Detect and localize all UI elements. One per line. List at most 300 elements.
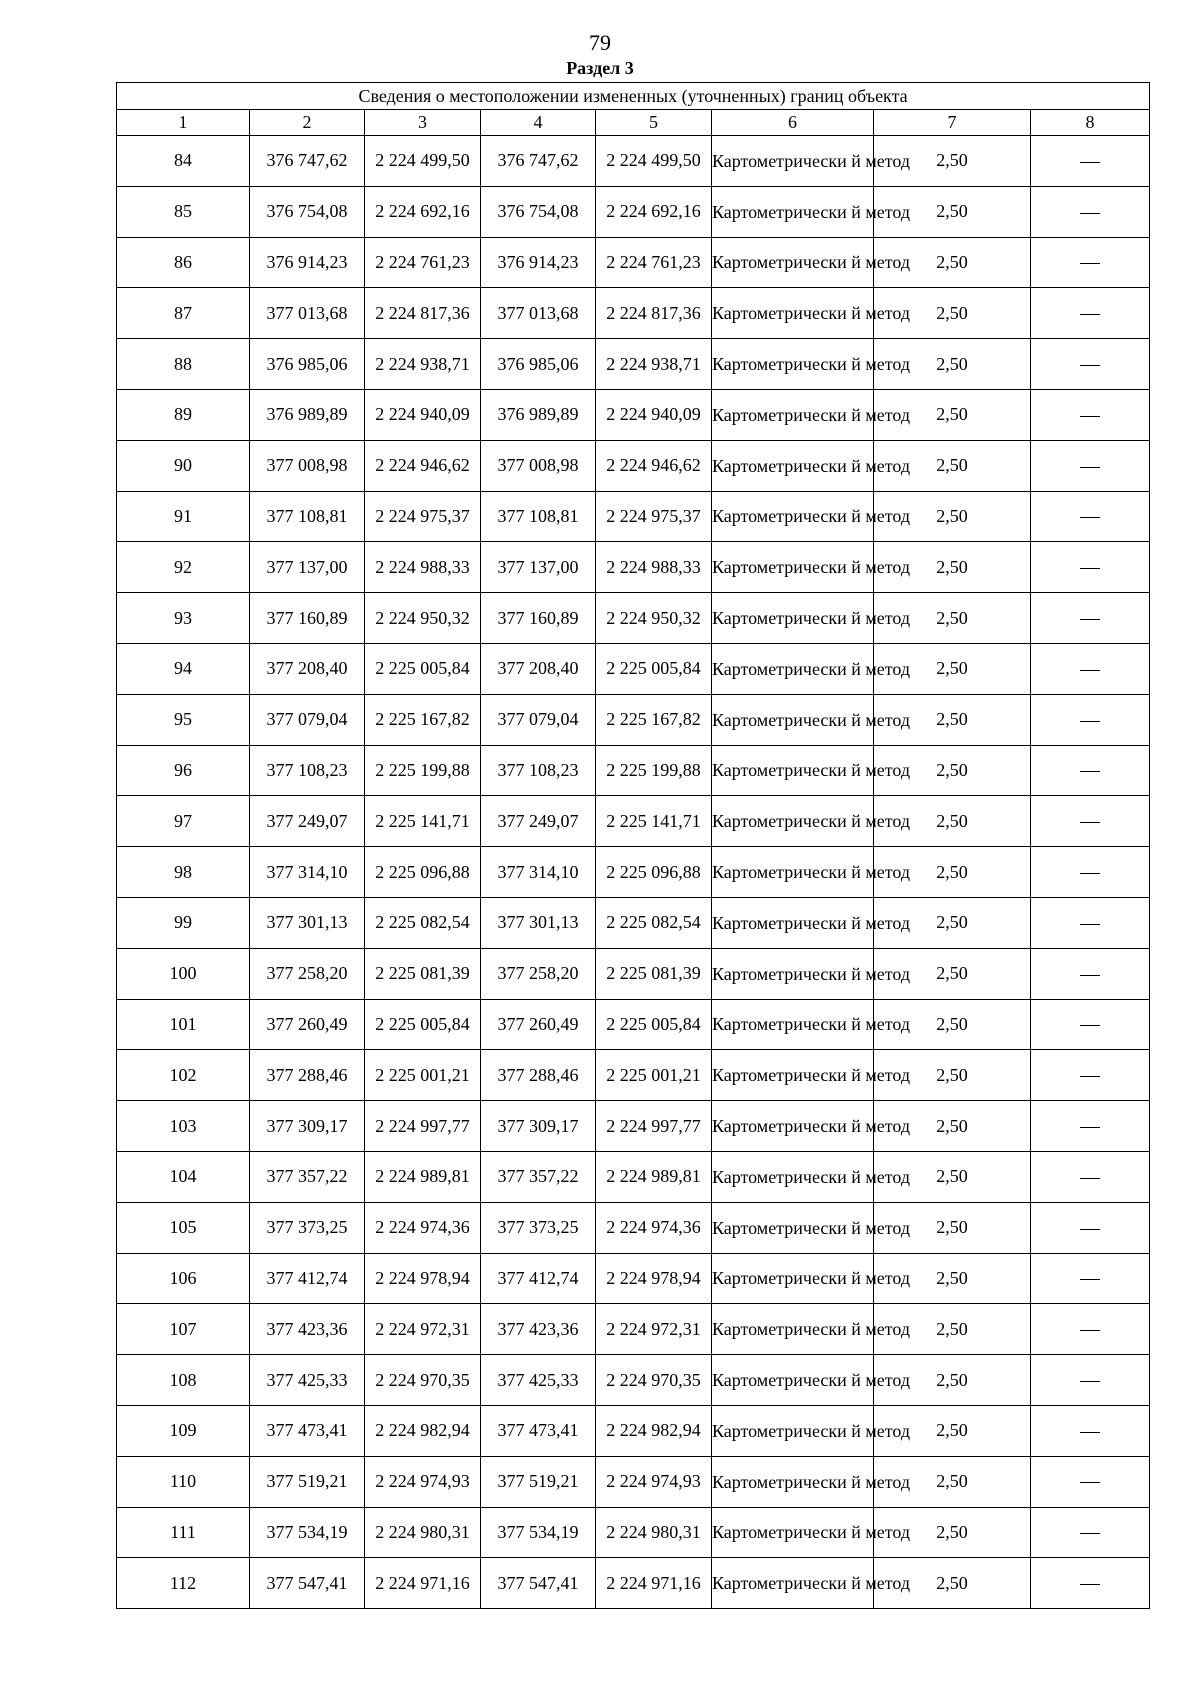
accuracy-cell: 2,50 — [874, 643, 1031, 694]
y-coordinate-cell: 2 225 141,71 — [365, 796, 481, 847]
dash-mark — [1080, 721, 1100, 722]
dash-mark — [1080, 314, 1100, 315]
y-coordinate-cell: 2 224 974,36 — [365, 1202, 481, 1253]
x-coordinate-cell: 377 258,20 — [481, 948, 596, 999]
method-cell: Картометрически й метод — [712, 491, 874, 542]
y-coordinate-cell: 2 224 974,36 — [596, 1202, 712, 1253]
method-cell: Картометрически й метод — [712, 1101, 874, 1152]
dash-mark — [1080, 771, 1100, 772]
method-cell: Картометрически й метод — [712, 389, 874, 440]
method-cell: Картометрически й метод — [712, 136, 874, 187]
y-coordinate-cell: 2 225 005,84 — [596, 643, 712, 694]
table-row — [117, 1202, 1150, 1253]
method-cell: Картометрически й метод — [712, 1202, 874, 1253]
table-row — [117, 897, 1150, 948]
x-coordinate-cell: 377 249,07 — [481, 796, 596, 847]
point-number-cell: 104 — [117, 1151, 250, 1202]
y-coordinate-cell: 2 225 167,82 — [365, 694, 481, 745]
accuracy-cell: 2,50 — [874, 440, 1031, 491]
empty-value-cell — [1031, 1405, 1150, 1456]
y-coordinate-cell: 2 224 978,94 — [365, 1253, 481, 1304]
x-coordinate-cell: 377 288,46 — [481, 1050, 596, 1101]
y-coordinate-cell: 2 224 982,94 — [365, 1405, 481, 1456]
dash-mark — [1080, 416, 1100, 417]
accuracy-cell: 2,50 — [874, 593, 1031, 644]
x-coordinate-cell: 376 985,06 — [250, 339, 365, 390]
accuracy-cell: 2,50 — [874, 796, 1031, 847]
accuracy-cell: 2,50 — [874, 288, 1031, 339]
point-number-cell: 112 — [117, 1558, 250, 1609]
point-number-cell: 91 — [117, 491, 250, 542]
x-coordinate-cell: 377 314,10 — [250, 847, 365, 898]
point-number-cell: 96 — [117, 745, 250, 796]
y-coordinate-cell: 2 224 980,31 — [596, 1507, 712, 1558]
empty-value-cell — [1031, 694, 1150, 745]
table-caption: Сведения о местоположении измененных (уточненных) границ объекта — [117, 83, 1150, 110]
dash-mark — [1080, 1279, 1100, 1280]
y-coordinate-cell: 2 224 974,93 — [596, 1456, 712, 1507]
x-coordinate-cell: 376 914,23 — [481, 237, 596, 288]
point-number-cell: 89 — [117, 389, 250, 440]
column-header: 7 — [874, 110, 1031, 136]
y-coordinate-cell: 2 224 817,36 — [596, 288, 712, 339]
accuracy-cell: 2,50 — [874, 694, 1031, 745]
method-cell: Картометрически й метод — [712, 288, 874, 339]
table-row — [117, 643, 1150, 694]
x-coordinate-cell: 377 423,36 — [250, 1304, 365, 1355]
y-coordinate-cell: 2 224 940,09 — [365, 389, 481, 440]
x-coordinate-cell: 377 373,25 — [250, 1202, 365, 1253]
method-cell: Картометрически й метод — [712, 745, 874, 796]
accuracy-cell: 2,50 — [874, 542, 1031, 593]
table-row — [117, 1050, 1150, 1101]
method-cell: Картометрически й метод — [712, 796, 874, 847]
method-cell: Картометрически й метод — [712, 643, 874, 694]
empty-value-cell — [1031, 339, 1150, 390]
y-coordinate-cell: 2 225 199,88 — [365, 745, 481, 796]
x-coordinate-cell: 377 079,04 — [250, 694, 365, 745]
column-header: 4 — [481, 110, 596, 136]
x-coordinate-cell: 377 208,40 — [250, 643, 365, 694]
x-coordinate-cell: 377 260,49 — [250, 999, 365, 1050]
table-row — [117, 542, 1150, 593]
coordinates-table — [116, 82, 1150, 1609]
table-row — [117, 1151, 1150, 1202]
point-number-cell: 99 — [117, 897, 250, 948]
x-coordinate-cell: 377 373,25 — [481, 1202, 596, 1253]
y-coordinate-cell: 2 224 989,81 — [596, 1151, 712, 1202]
point-number-cell: 103 — [117, 1101, 250, 1152]
y-coordinate-cell: 2 225 005,84 — [365, 999, 481, 1050]
accuracy-cell: 2,50 — [874, 1507, 1031, 1558]
x-coordinate-cell: 377 008,98 — [481, 440, 596, 491]
method-cell: Картометрически й метод — [712, 1405, 874, 1456]
table-row — [117, 847, 1150, 898]
y-coordinate-cell: 2 225 082,54 — [365, 897, 481, 948]
y-coordinate-cell: 2 224 972,31 — [365, 1304, 481, 1355]
method-cell: Картометрически й метод — [712, 847, 874, 898]
empty-value-cell — [1031, 1151, 1150, 1202]
table-row — [117, 389, 1150, 440]
dash-mark — [1080, 822, 1100, 823]
method-cell: Картометрически й метод — [712, 694, 874, 745]
table-row — [117, 1456, 1150, 1507]
table-row — [117, 1558, 1150, 1609]
empty-value-cell — [1031, 593, 1150, 644]
y-coordinate-cell: 2 224 761,23 — [365, 237, 481, 288]
dash-mark — [1080, 670, 1100, 671]
empty-value-cell — [1031, 1050, 1150, 1101]
y-coordinate-cell: 2 224 988,33 — [596, 542, 712, 593]
y-coordinate-cell: 2 224 499,50 — [596, 136, 712, 187]
x-coordinate-cell: 376 754,08 — [250, 186, 365, 237]
y-coordinate-cell: 2 224 970,35 — [596, 1355, 712, 1406]
method-cell: Картометрически й метод — [712, 440, 874, 491]
point-number-cell: 98 — [117, 847, 250, 898]
dash-mark — [1080, 162, 1100, 163]
accuracy-cell: 2,50 — [874, 491, 1031, 542]
accuracy-cell: 2,50 — [874, 237, 1031, 288]
x-coordinate-cell: 376 985,06 — [481, 339, 596, 390]
column-header: 5 — [596, 110, 712, 136]
accuracy-cell: 2,50 — [874, 1151, 1031, 1202]
dash-mark — [1080, 1330, 1100, 1331]
empty-value-cell — [1031, 1558, 1150, 1609]
x-coordinate-cell: 377 008,98 — [250, 440, 365, 491]
y-coordinate-cell: 2 224 499,50 — [365, 136, 481, 187]
method-cell: Картометрически й метод — [712, 948, 874, 999]
y-coordinate-cell: 2 224 975,37 — [365, 491, 481, 542]
x-coordinate-cell: 377 013,68 — [250, 288, 365, 339]
x-coordinate-cell: 376 989,89 — [250, 389, 365, 440]
y-coordinate-cell: 2 224 817,36 — [365, 288, 481, 339]
accuracy-cell: 2,50 — [874, 1405, 1031, 1456]
y-coordinate-cell: 2 225 001,21 — [365, 1050, 481, 1101]
x-coordinate-cell: 377 473,41 — [481, 1405, 596, 1456]
empty-value-cell — [1031, 1101, 1150, 1152]
y-coordinate-cell: 2 225 167,82 — [596, 694, 712, 745]
dash-mark — [1080, 1432, 1100, 1433]
point-number-cell: 97 — [117, 796, 250, 847]
dash-mark — [1080, 1381, 1100, 1382]
accuracy-cell: 2,50 — [874, 999, 1031, 1050]
table-row — [117, 237, 1150, 288]
point-number-cell: 94 — [117, 643, 250, 694]
dash-mark — [1080, 213, 1100, 214]
x-coordinate-cell: 377 249,07 — [250, 796, 365, 847]
y-coordinate-cell: 2 224 975,37 — [596, 491, 712, 542]
table-row — [117, 694, 1150, 745]
empty-value-cell — [1031, 1355, 1150, 1406]
table-row — [117, 491, 1150, 542]
y-coordinate-cell: 2 224 692,16 — [596, 186, 712, 237]
y-coordinate-cell: 2 224 938,71 — [365, 339, 481, 390]
x-coordinate-cell: 377 137,00 — [250, 542, 365, 593]
method-cell: Картометрически й метод — [712, 186, 874, 237]
y-coordinate-cell: 2 224 946,62 — [365, 440, 481, 491]
y-coordinate-cell: 2 224 972,31 — [596, 1304, 712, 1355]
x-coordinate-cell: 377 534,19 — [250, 1507, 365, 1558]
x-coordinate-cell: 377 260,49 — [481, 999, 596, 1050]
point-number-cell: 85 — [117, 186, 250, 237]
method-cell: Картометрически й метод — [712, 1456, 874, 1507]
x-coordinate-cell: 376 754,08 — [481, 186, 596, 237]
table-row — [117, 1405, 1150, 1456]
table-row — [117, 1253, 1150, 1304]
method-cell: Картометрически й метод — [712, 897, 874, 948]
y-coordinate-cell: 2 224 971,16 — [365, 1558, 481, 1609]
y-coordinate-cell: 2 224 974,93 — [365, 1456, 481, 1507]
point-number-cell: 93 — [117, 593, 250, 644]
y-coordinate-cell: 2 225 096,88 — [596, 847, 712, 898]
y-coordinate-cell: 2 224 971,16 — [596, 1558, 712, 1609]
accuracy-cell: 2,50 — [874, 1202, 1031, 1253]
x-coordinate-cell: 377 314,10 — [481, 847, 596, 898]
method-cell: Картометрически й метод — [712, 1304, 874, 1355]
accuracy-cell: 2,50 — [874, 1050, 1031, 1101]
dash-mark — [1080, 1229, 1100, 1230]
empty-value-cell — [1031, 440, 1150, 491]
y-coordinate-cell: 2 224 997,77 — [365, 1101, 481, 1152]
point-number-cell: 86 — [117, 237, 250, 288]
x-coordinate-cell: 377 108,23 — [250, 745, 365, 796]
x-coordinate-cell: 377 534,19 — [481, 1507, 596, 1558]
y-coordinate-cell: 2 224 978,94 — [596, 1253, 712, 1304]
table-row — [117, 1101, 1150, 1152]
x-coordinate-cell: 377 301,13 — [481, 897, 596, 948]
point-number-cell: 101 — [117, 999, 250, 1050]
table-row — [117, 1304, 1150, 1355]
x-coordinate-cell: 377 423,36 — [481, 1304, 596, 1355]
x-coordinate-cell: 377 013,68 — [481, 288, 596, 339]
point-number-cell: 92 — [117, 542, 250, 593]
point-number-cell: 111 — [117, 1507, 250, 1558]
x-coordinate-cell: 377 412,74 — [481, 1253, 596, 1304]
x-coordinate-cell: 377 108,81 — [250, 491, 365, 542]
dash-mark — [1080, 924, 1100, 925]
x-coordinate-cell: 376 914,23 — [250, 237, 365, 288]
y-coordinate-cell: 2 224 940,09 — [596, 389, 712, 440]
y-coordinate-cell: 2 224 946,62 — [596, 440, 712, 491]
accuracy-cell: 2,50 — [874, 1355, 1031, 1406]
dash-mark — [1080, 1533, 1100, 1534]
point-number-cell: 108 — [117, 1355, 250, 1406]
method-cell: Картометрически й метод — [712, 542, 874, 593]
empty-value-cell — [1031, 1456, 1150, 1507]
column-header: 6 — [712, 110, 874, 136]
method-cell: Картометрически й метод — [712, 1253, 874, 1304]
x-coordinate-cell: 377 309,17 — [481, 1101, 596, 1152]
dash-mark — [1080, 467, 1100, 468]
x-coordinate-cell: 377 208,40 — [481, 643, 596, 694]
y-coordinate-cell: 2 224 988,33 — [365, 542, 481, 593]
x-coordinate-cell: 377 357,22 — [481, 1151, 596, 1202]
point-number-cell: 110 — [117, 1456, 250, 1507]
table-row — [117, 339, 1150, 390]
method-cell: Картометрически й метод — [712, 999, 874, 1050]
accuracy-cell: 2,50 — [874, 897, 1031, 948]
y-coordinate-cell: 2 225 005,84 — [596, 999, 712, 1050]
point-number-cell: 102 — [117, 1050, 250, 1101]
point-number-cell: 109 — [117, 1405, 250, 1456]
empty-value-cell — [1031, 1507, 1150, 1558]
method-cell: Картометрически й метод — [712, 1050, 874, 1101]
empty-value-cell — [1031, 389, 1150, 440]
section-title: Раздел 3 — [566, 58, 634, 78]
y-coordinate-cell: 2 225 081,39 — [596, 948, 712, 999]
column-header: 3 — [365, 110, 481, 136]
x-coordinate-cell: 377 412,74 — [250, 1253, 365, 1304]
x-coordinate-cell: 377 425,33 — [481, 1355, 596, 1406]
y-coordinate-cell: 2 224 761,23 — [596, 237, 712, 288]
column-header: 2 — [250, 110, 365, 136]
dash-mark — [1080, 1127, 1100, 1128]
point-number-cell: 90 — [117, 440, 250, 491]
y-coordinate-cell: 2 224 938,71 — [596, 339, 712, 390]
empty-value-cell — [1031, 847, 1150, 898]
dash-mark — [1080, 263, 1100, 264]
x-coordinate-cell: 377 547,41 — [481, 1558, 596, 1609]
empty-value-cell — [1031, 745, 1150, 796]
y-coordinate-cell: 2 225 082,54 — [596, 897, 712, 948]
empty-value-cell — [1031, 897, 1150, 948]
y-coordinate-cell: 2 224 950,32 — [596, 593, 712, 644]
empty-value-cell — [1031, 491, 1150, 542]
method-cell: Картометрически й метод — [712, 1558, 874, 1609]
y-coordinate-cell: 2 224 950,32 — [365, 593, 481, 644]
empty-value-cell — [1031, 1304, 1150, 1355]
x-coordinate-cell: 377 160,89 — [481, 593, 596, 644]
x-coordinate-cell: 377 108,81 — [481, 491, 596, 542]
table-row — [117, 1355, 1150, 1406]
accuracy-cell: 2,50 — [874, 1253, 1031, 1304]
x-coordinate-cell: 377 108,23 — [481, 745, 596, 796]
accuracy-cell: 2,50 — [874, 847, 1031, 898]
empty-value-cell — [1031, 288, 1150, 339]
method-cell: Картометрически й метод — [712, 1355, 874, 1406]
empty-value-cell — [1031, 1253, 1150, 1304]
accuracy-cell: 2,50 — [874, 1101, 1031, 1152]
method-cell: Картометрически й метод — [712, 1507, 874, 1558]
dash-mark — [1080, 568, 1100, 569]
method-cell: Картометрически й метод — [712, 237, 874, 288]
dash-mark — [1080, 1025, 1100, 1026]
page-number: 79 — [589, 30, 611, 55]
y-coordinate-cell: 2 224 980,31 — [365, 1507, 481, 1558]
point-number-cell: 105 — [117, 1202, 250, 1253]
x-coordinate-cell: 377 357,22 — [250, 1151, 365, 1202]
dash-mark — [1080, 873, 1100, 874]
x-coordinate-cell: 376 989,89 — [481, 389, 596, 440]
dash-mark — [1080, 1178, 1100, 1179]
y-coordinate-cell: 2 224 692,16 — [365, 186, 481, 237]
empty-value-cell — [1031, 237, 1150, 288]
empty-value-cell — [1031, 136, 1150, 187]
x-coordinate-cell: 377 547,41 — [250, 1558, 365, 1609]
point-number-cell: 87 — [117, 288, 250, 339]
table-row — [117, 136, 1150, 187]
point-number-cell: 100 — [117, 948, 250, 999]
x-coordinate-cell: 377 079,04 — [481, 694, 596, 745]
table-row — [117, 1507, 1150, 1558]
y-coordinate-cell: 2 224 982,94 — [596, 1405, 712, 1456]
dash-mark — [1080, 1482, 1100, 1483]
x-coordinate-cell: 376 747,62 — [250, 136, 365, 187]
accuracy-cell: 2,50 — [874, 948, 1031, 999]
table-row — [117, 745, 1150, 796]
y-coordinate-cell: 2 224 989,81 — [365, 1151, 481, 1202]
x-coordinate-cell: 377 519,21 — [481, 1456, 596, 1507]
accuracy-cell: 2,50 — [874, 339, 1031, 390]
empty-value-cell — [1031, 1202, 1150, 1253]
accuracy-cell: 2,50 — [874, 136, 1031, 187]
dash-mark — [1080, 365, 1100, 366]
x-coordinate-cell: 377 258,20 — [250, 948, 365, 999]
accuracy-cell: 2,50 — [874, 389, 1031, 440]
x-coordinate-cell: 377 425,33 — [250, 1355, 365, 1406]
y-coordinate-cell: 2 225 081,39 — [365, 948, 481, 999]
accuracy-cell: 2,50 — [874, 1456, 1031, 1507]
y-coordinate-cell: 2 225 001,21 — [596, 1050, 712, 1101]
column-header: 8 — [1031, 110, 1150, 136]
table-row — [117, 593, 1150, 644]
x-coordinate-cell: 377 137,00 — [481, 542, 596, 593]
y-coordinate-cell: 2 224 970,35 — [365, 1355, 481, 1406]
table-caption-row — [117, 83, 1150, 110]
point-number-cell: 107 — [117, 1304, 250, 1355]
x-coordinate-cell: 377 301,13 — [250, 897, 365, 948]
empty-value-cell — [1031, 542, 1150, 593]
table-row — [117, 440, 1150, 491]
table-row — [117, 288, 1150, 339]
point-number-cell: 95 — [117, 694, 250, 745]
y-coordinate-cell: 2 225 005,84 — [365, 643, 481, 694]
method-cell: Картометрически й метод — [712, 1151, 874, 1202]
table-body — [117, 136, 1150, 1609]
accuracy-cell: 2,50 — [874, 186, 1031, 237]
x-coordinate-cell: 377 473,41 — [250, 1405, 365, 1456]
empty-value-cell — [1031, 186, 1150, 237]
point-number-cell: 106 — [117, 1253, 250, 1304]
x-coordinate-cell: 376 747,62 — [481, 136, 596, 187]
table-row — [117, 186, 1150, 237]
empty-value-cell — [1031, 948, 1150, 999]
y-coordinate-cell: 2 225 096,88 — [365, 847, 481, 898]
table-row — [117, 796, 1150, 847]
accuracy-cell: 2,50 — [874, 1304, 1031, 1355]
x-coordinate-cell: 377 309,17 — [250, 1101, 365, 1152]
method-cell: Картометрически й метод — [712, 593, 874, 644]
y-coordinate-cell: 2 224 997,77 — [596, 1101, 712, 1152]
empty-value-cell — [1031, 643, 1150, 694]
table-row — [117, 999, 1150, 1050]
y-coordinate-cell: 2 225 199,88 — [596, 745, 712, 796]
dash-mark — [1080, 1076, 1100, 1077]
dash-mark — [1080, 1584, 1100, 1585]
point-number-cell: 88 — [117, 339, 250, 390]
dash-mark — [1080, 517, 1100, 518]
dash-mark — [1080, 619, 1100, 620]
accuracy-cell: 2,50 — [874, 745, 1031, 796]
accuracy-cell: 2,50 — [874, 1558, 1031, 1609]
column-header: 1 — [117, 110, 250, 136]
x-coordinate-cell: 377 519,21 — [250, 1456, 365, 1507]
x-coordinate-cell: 377 288,46 — [250, 1050, 365, 1101]
method-cell: Картометрически й метод — [712, 339, 874, 390]
y-coordinate-cell: 2 225 141,71 — [596, 796, 712, 847]
empty-value-cell — [1031, 999, 1150, 1050]
x-coordinate-cell: 377 160,89 — [250, 593, 365, 644]
